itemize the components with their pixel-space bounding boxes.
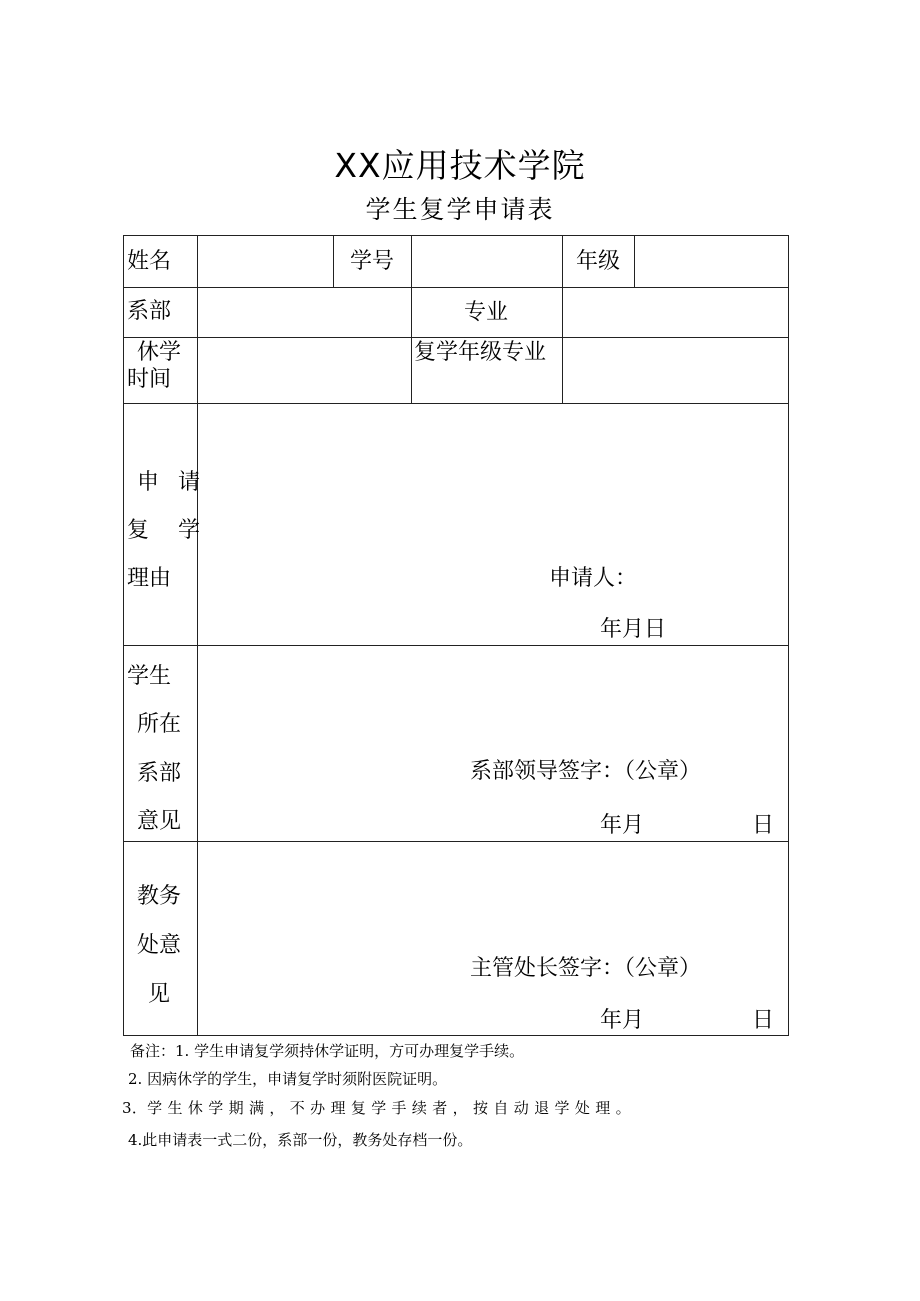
table-border-bottom (123, 1035, 789, 1036)
dept-opinion-label-line1: 学生 (127, 664, 172, 689)
student-id-label: 学号 (350, 249, 395, 274)
grid-line (411, 235, 412, 287)
director-signature-label: 主管处长签字：（公章） (470, 956, 702, 981)
major-field[interactable] (564, 289, 786, 335)
resume-grade-major-label: 复学年级专业 (414, 340, 547, 365)
academic-date-year-month: 年月 (600, 1008, 645, 1033)
grid-line (123, 287, 789, 288)
reason-label-line3: 理由 (127, 566, 172, 591)
suspension-time-field[interactable] (199, 339, 409, 401)
department-label: 系部 (127, 299, 172, 324)
reason-text-area[interactable] (199, 405, 786, 555)
grid-line (197, 235, 198, 1036)
grade-label: 年级 (576, 249, 621, 274)
page-subtitle: 学生复学申请表 (365, 195, 555, 224)
reason-label-line2: 复 学 (127, 518, 200, 543)
grid-line (562, 235, 563, 403)
academic-affairs-label-line2: 处意 (137, 933, 182, 958)
dept-opinion-label-line2: 所在 (137, 712, 182, 737)
name-label: 姓名 (127, 249, 172, 274)
academic-affairs-label-line3: 见 (148, 982, 171, 1007)
grid-line (333, 235, 334, 287)
dept-leader-signature-label: 系部领导签字：（公章） (470, 759, 702, 784)
academic-date-day: 日 (752, 1008, 775, 1033)
dept-opinion-label-line4: 意见 (137, 809, 182, 834)
dept-date-year-month: 年月 (600, 813, 645, 838)
page-title: XX应用技术学院 (334, 146, 586, 185)
dept-opinion-label-line3: 系部 (137, 761, 182, 786)
grid-line (411, 287, 412, 403)
academic-affairs-text-area[interactable] (199, 843, 786, 943)
note-line-1: 备注：1. 学生申请复学须持休学证明，方可办理复学手续。 (130, 1042, 525, 1060)
applicant-signature-label: 申请人： (549, 566, 638, 591)
suspension-time-label-line2: 时间 (127, 367, 172, 392)
grid-line (123, 841, 789, 842)
dept-opinion-text-area[interactable] (199, 647, 786, 747)
grid-line (123, 337, 789, 338)
reason-label-line1: 申 请 (137, 470, 200, 495)
major-label: 专业 (464, 300, 509, 325)
table-border-left (123, 235, 124, 1036)
student-id-field[interactable] (413, 237, 560, 285)
department-field[interactable] (199, 289, 409, 335)
grid-line (123, 403, 789, 404)
suspension-time-label-line1: 休学 (137, 340, 182, 365)
note-line-2: 2. 因病休学的学生，申请复学时须附医院证明。 (128, 1070, 448, 1088)
note-line-3: 3．学 生 休 学 期 满 ， 不 办 理 复 学 手 续 者 ， 按 自 动 退 学 处 理 。 (122, 1099, 631, 1117)
academic-affairs-label-line1: 教务 (137, 884, 182, 909)
note-line-4: 4.此申请表一式二份，系部一份，教务处存档一份。 (128, 1131, 473, 1149)
grade-field[interactable] (636, 237, 786, 285)
name-field[interactable] (199, 237, 331, 285)
grid-line (123, 645, 789, 646)
table-border-right (788, 235, 789, 1036)
grid-line (634, 235, 635, 287)
dept-date-day: 日 (752, 813, 775, 838)
table-border-top (123, 235, 789, 236)
applicant-date-label: 年月日 (600, 617, 667, 642)
resume-grade-major-field[interactable] (564, 339, 786, 401)
